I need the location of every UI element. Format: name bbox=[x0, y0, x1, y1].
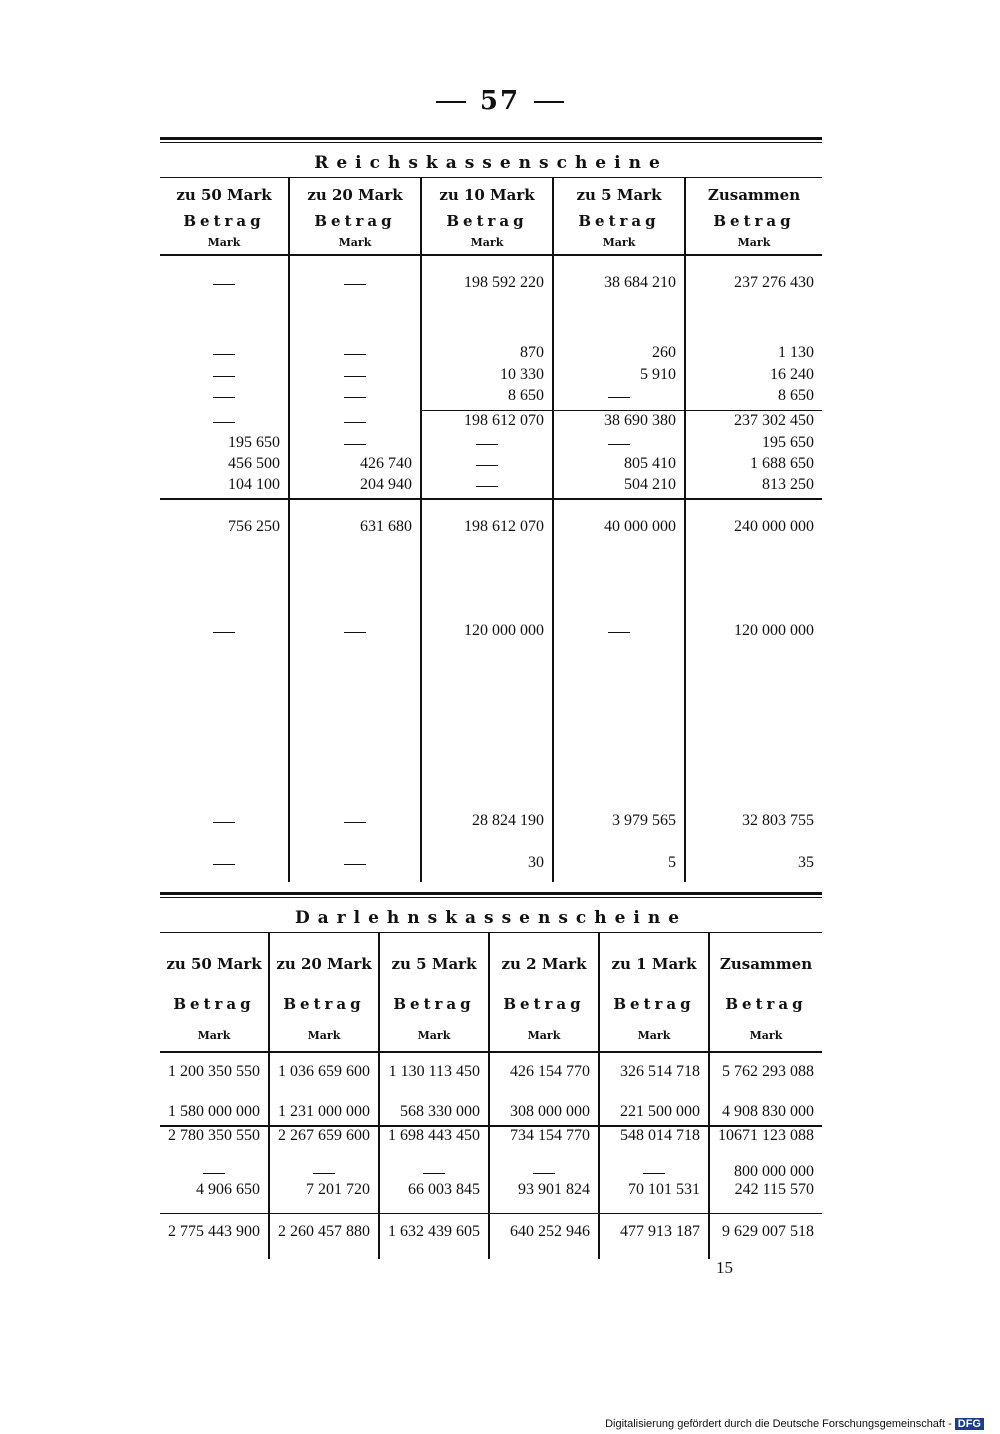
darlehnskassenscheine-header-h3: Mark bbox=[307, 1029, 341, 1042]
table-cell: 477 913 187 bbox=[620, 1223, 700, 1240]
darlehnskassenscheine-header-h3: Mark bbox=[197, 1029, 231, 1042]
dash-mark bbox=[344, 397, 366, 398]
reichskassenscheine-header-col-4 bbox=[684, 178, 822, 254]
darlehnskassenscheine-header-h2: Betrag bbox=[283, 995, 365, 1013]
reichskassenscheine-header-col-3 bbox=[552, 178, 684, 254]
table-cell: 204 940 bbox=[360, 476, 412, 493]
reichskassenscheine-body bbox=[160, 256, 822, 882]
reichskassenscheine-header-h2: Betrag bbox=[183, 212, 265, 230]
darlehnskassenscheine-header-col-5 bbox=[708, 933, 822, 1051]
dash-mark bbox=[213, 354, 235, 355]
darlehnskassenscheine-header-h3: Mark bbox=[527, 1029, 561, 1042]
table-cell: 237 276 430 bbox=[734, 274, 814, 291]
table-cell: 1 200 350 550 bbox=[168, 1063, 260, 1080]
reichskassenscheine-column-4 bbox=[684, 256, 822, 882]
table-cell: 5 910 bbox=[640, 366, 676, 383]
darlehnskassenscheine-header-h2: Betrag bbox=[613, 995, 695, 1013]
darlehnskassenscheine-row-separator bbox=[160, 1213, 822, 1214]
darlehnskassenscheine-header-col-2 bbox=[378, 933, 488, 1051]
table-cell: 38 684 210 bbox=[604, 274, 676, 291]
table-cell: 2 260 457 880 bbox=[278, 1223, 370, 1240]
table-cell: 1 698 443 450 bbox=[388, 1127, 480, 1144]
darlehnskassenscheine-body bbox=[160, 1053, 822, 1259]
table-cell bbox=[290, 344, 420, 364]
top-double-rule bbox=[160, 137, 822, 143]
table-cell: 66 003 845 bbox=[408, 1181, 480, 1198]
darlehnskassenscheine-header-h2: Betrag bbox=[173, 995, 255, 1013]
table-cell: 30 bbox=[528, 854, 544, 871]
table-cell bbox=[422, 434, 552, 454]
dash-mark bbox=[213, 822, 235, 823]
table-cell bbox=[490, 1163, 598, 1183]
darlehnskassenscheine-column-3 bbox=[488, 1053, 598, 1259]
dash-mark bbox=[213, 376, 235, 377]
darlehnskassenscheine-column-1 bbox=[268, 1053, 378, 1259]
table-cell: 426 740 bbox=[360, 455, 412, 472]
dash-mark bbox=[344, 422, 366, 423]
dash-mark bbox=[423, 1173, 445, 1174]
table-cell bbox=[160, 412, 288, 432]
darlehnskassenscheine-header-col-4 bbox=[598, 933, 708, 1051]
table-cell bbox=[160, 387, 288, 407]
darlehnskassenscheine-header bbox=[160, 933, 822, 1051]
darlehnskassenscheine-header-h3: Mark bbox=[637, 1029, 671, 1042]
reichskassenscheine-title: Reichskassenscheine bbox=[314, 153, 668, 173]
dash-mark bbox=[344, 632, 366, 633]
dash-right bbox=[534, 101, 564, 103]
reichskassenscheine-row-separator bbox=[422, 410, 822, 411]
darlehnskassenscheine-column-2 bbox=[378, 1053, 488, 1259]
reichskassenscheine-column-2 bbox=[420, 256, 552, 882]
darlehnskassenscheine-header-h1: zu 20 Mark bbox=[276, 955, 372, 973]
dash-mark bbox=[476, 444, 498, 445]
reichskassenscheine-header-h2: Betrag bbox=[314, 212, 396, 230]
table-cell: 240 000 000 bbox=[734, 518, 814, 535]
signature-number: 15 bbox=[716, 1258, 733, 1277]
table-cell: 5 762 293 088 bbox=[722, 1063, 814, 1080]
dash-mark bbox=[213, 284, 235, 285]
darlehnskassenscheine-header-h1: zu 5 Mark bbox=[391, 955, 477, 973]
table-cell bbox=[160, 366, 288, 386]
reichskassenscheine-header-h3: Mark bbox=[207, 236, 241, 249]
reichskassenscheine-header-h2: Betrag bbox=[446, 212, 528, 230]
darlehnskassenscheine-header-h2: Betrag bbox=[725, 995, 807, 1013]
darlehnskassenscheine-header-h3: Mark bbox=[417, 1029, 451, 1042]
table-cell bbox=[290, 434, 420, 454]
table-cell: 800 000 000 bbox=[734, 1163, 814, 1180]
dash-left bbox=[436, 101, 466, 103]
table-cell: 40 000 000 bbox=[604, 518, 676, 535]
dash-mark bbox=[476, 465, 498, 466]
dash-mark bbox=[203, 1173, 225, 1174]
reichskassenscheine-header-h2: Betrag bbox=[713, 212, 795, 230]
table-cell: 16 240 bbox=[770, 366, 814, 383]
table-cell: 10 330 bbox=[500, 366, 544, 383]
table-cell: 2 267 659 600 bbox=[278, 1127, 370, 1144]
reichskassenscheine-column-1 bbox=[288, 256, 420, 882]
dash-mark bbox=[533, 1173, 555, 1174]
table-cell: 813 250 bbox=[762, 476, 814, 493]
table-cell: 32 803 755 bbox=[742, 812, 814, 829]
footer-credit-text: Digitalisierung gefördert durch die Deutsche Forschungsgemeinschaft - bbox=[605, 1418, 952, 1430]
table-cell bbox=[290, 622, 420, 642]
table-cell: 1 632 439 605 bbox=[388, 1223, 480, 1240]
darlehnskassenscheine-header-h1: zu 2 Mark bbox=[501, 955, 587, 973]
table-cell: 237 302 450 bbox=[734, 412, 814, 429]
reichskassenscheine-header-col-2 bbox=[420, 178, 552, 254]
reichskassenscheine-header-h3: Mark bbox=[338, 236, 372, 249]
reichskassenscheine-header bbox=[160, 178, 822, 254]
dash-mark bbox=[608, 397, 630, 398]
table-cell bbox=[554, 387, 684, 407]
table-cell: 426 154 770 bbox=[510, 1063, 590, 1080]
table-cell: 260 bbox=[652, 344, 676, 361]
table-cell bbox=[160, 1163, 268, 1183]
table-cell: 93 901 824 bbox=[518, 1181, 590, 1198]
table-cell bbox=[270, 1163, 378, 1183]
darlehnskassenscheine-header-col-3 bbox=[488, 933, 598, 1051]
darlehnskassenscheine-header-col-0 bbox=[160, 933, 268, 1051]
darlehnskassenscheine-header-h2: Betrag bbox=[503, 995, 585, 1013]
darlehnskassenscheine-title: Darlehnskassenscheine bbox=[294, 908, 688, 928]
table-cell: 734 154 770 bbox=[510, 1127, 590, 1144]
dash-mark bbox=[213, 422, 235, 423]
table-cell: 120 000 000 bbox=[464, 622, 544, 639]
dfg-logo: DFG bbox=[955, 1418, 984, 1430]
reichskassenscheine-header-h2: Betrag bbox=[578, 212, 660, 230]
reichskassenscheine-header-col-1 bbox=[288, 178, 420, 254]
reichskassenscheine-column-0 bbox=[160, 256, 288, 882]
table-cell: 1 231 000 000 bbox=[278, 1103, 370, 1120]
dash-mark bbox=[344, 444, 366, 445]
table-cell bbox=[160, 274, 288, 294]
darlehnskassenscheine-row-separator bbox=[160, 1125, 822, 1127]
darlehnskassenscheine-table bbox=[160, 892, 822, 1259]
reichskassenscheine-header-h3: Mark bbox=[737, 236, 771, 249]
table-cell bbox=[290, 812, 420, 832]
table-cell bbox=[422, 455, 552, 475]
dash-mark bbox=[344, 354, 366, 355]
table-cell bbox=[290, 412, 420, 432]
dash-mark bbox=[213, 397, 235, 398]
table-cell: 198 592 220 bbox=[464, 274, 544, 291]
table-cell bbox=[160, 854, 288, 874]
dash-mark bbox=[213, 632, 235, 633]
dash-mark bbox=[608, 632, 630, 633]
reichskassenscheine-row-separator bbox=[160, 498, 822, 500]
reichskassenscheine-header-h1: Zusammen bbox=[707, 186, 801, 204]
darlehnskassenscheine-header-col-1 bbox=[268, 933, 378, 1051]
page-number-text: 57 bbox=[479, 86, 521, 116]
darlehnskassenscheine-header-h1: Zusammen bbox=[719, 955, 813, 973]
dash-mark bbox=[643, 1173, 665, 1174]
table-cell bbox=[554, 434, 684, 454]
table-cell: 805 410 bbox=[624, 455, 676, 472]
table-cell: 10671 123 088 bbox=[718, 1127, 814, 1144]
darlehnskassenscheine-column-5 bbox=[708, 1053, 822, 1259]
table-cell bbox=[554, 622, 684, 642]
reichskassenscheine-column-3 bbox=[552, 256, 684, 882]
table-cell: 2 775 443 900 bbox=[168, 1223, 260, 1240]
table-cell: 1 130 bbox=[778, 344, 814, 361]
table-cell: 1 688 650 bbox=[750, 455, 814, 472]
dash-mark bbox=[344, 864, 366, 865]
table-cell bbox=[290, 854, 420, 874]
table-cell: 3 979 565 bbox=[612, 812, 676, 829]
darlehnskassenscheine-header-h2: Betrag bbox=[393, 995, 475, 1013]
reichskassenscheine-header-h1: zu 20 Mark bbox=[307, 186, 403, 204]
table-cell: 8 650 bbox=[508, 387, 544, 404]
table-cell: 35 bbox=[798, 854, 814, 871]
table-cell: 7 201 720 bbox=[306, 1181, 370, 1198]
reichskassenscheine-table bbox=[160, 137, 822, 882]
footer-credit bbox=[605, 1418, 984, 1430]
table-cell: 1 036 659 600 bbox=[278, 1063, 370, 1080]
table-cell: 9 629 007 518 bbox=[722, 1223, 814, 1240]
table-cell: 38 690 380 bbox=[604, 412, 676, 429]
dash-mark bbox=[213, 864, 235, 865]
table-cell bbox=[422, 476, 552, 496]
dash-mark bbox=[608, 444, 630, 445]
reichskassenscheine-header-col-0 bbox=[160, 178, 288, 254]
reichskassenscheine-header-h1: zu 10 Mark bbox=[439, 186, 535, 204]
table-cell: 640 252 946 bbox=[510, 1223, 590, 1240]
table-cell: 28 824 190 bbox=[472, 812, 544, 829]
table-cell: 198 612 070 bbox=[464, 518, 544, 535]
table-cell: 326 514 718 bbox=[620, 1063, 700, 1080]
table-cell: 504 210 bbox=[624, 476, 676, 493]
table-cell: 1 130 113 450 bbox=[388, 1063, 480, 1080]
top-double-rule-2 bbox=[160, 892, 822, 898]
table-cell: 195 650 bbox=[228, 434, 280, 451]
table-cell: 104 100 bbox=[228, 476, 280, 493]
table-cell: 870 bbox=[520, 344, 544, 361]
dash-mark bbox=[344, 822, 366, 823]
reichskassenscheine-header-h3: Mark bbox=[602, 236, 636, 249]
table-cell bbox=[160, 344, 288, 364]
reichskassenscheine-header-h1: zu 50 Mark bbox=[176, 186, 272, 204]
table-cell bbox=[160, 812, 288, 832]
table-cell: 456 500 bbox=[228, 455, 280, 472]
table-cell bbox=[380, 1163, 488, 1183]
dash-mark bbox=[313, 1173, 335, 1174]
table-cell bbox=[290, 366, 420, 386]
table-cell: 195 650 bbox=[762, 434, 814, 451]
table-cell: 756 250 bbox=[228, 518, 280, 535]
table-cell: 1 580 000 000 bbox=[168, 1103, 260, 1120]
reichskassenscheine-header-h3: Mark bbox=[470, 236, 504, 249]
darlehnskassenscheine-column-0 bbox=[160, 1053, 268, 1259]
table-cell: 70 101 531 bbox=[628, 1181, 700, 1198]
table-cell: 221 500 000 bbox=[620, 1103, 700, 1120]
darlehnskassenscheine-header-h3: Mark bbox=[749, 1029, 783, 1042]
table-cell bbox=[290, 274, 420, 294]
table-cell: 5 bbox=[668, 854, 676, 871]
table-cell: 548 014 718 bbox=[620, 1127, 700, 1144]
table-cell: 242 115 570 bbox=[734, 1181, 814, 1198]
table-cell: 2 780 350 550 bbox=[168, 1127, 260, 1144]
darlehnskassenscheine-column-4 bbox=[598, 1053, 708, 1259]
table-cell bbox=[600, 1163, 708, 1183]
table-cell: 568 330 000 bbox=[400, 1103, 480, 1120]
table-cell bbox=[290, 387, 420, 407]
table-cell: 308 000 000 bbox=[510, 1103, 590, 1120]
page-number bbox=[0, 86, 1000, 116]
table-cell: 120 000 000 bbox=[734, 622, 814, 639]
table-cell bbox=[160, 622, 288, 642]
table-cell: 8 650 bbox=[778, 387, 814, 404]
table-cell: 631 680 bbox=[360, 518, 412, 535]
darlehnskassenscheine-header-h1: zu 50 Mark bbox=[166, 955, 262, 973]
table-cell: 4 908 830 000 bbox=[722, 1103, 814, 1120]
dash-mark bbox=[344, 284, 366, 285]
dash-mark bbox=[344, 376, 366, 377]
table-cell: 198 612 070 bbox=[464, 412, 544, 429]
table-cell: 4 906 650 bbox=[196, 1181, 260, 1198]
darlehnskassenscheine-header-h1: zu 1 Mark bbox=[611, 955, 697, 973]
reichskassenscheine-header-h1: zu 5 Mark bbox=[576, 186, 662, 204]
dash-mark bbox=[476, 486, 498, 487]
